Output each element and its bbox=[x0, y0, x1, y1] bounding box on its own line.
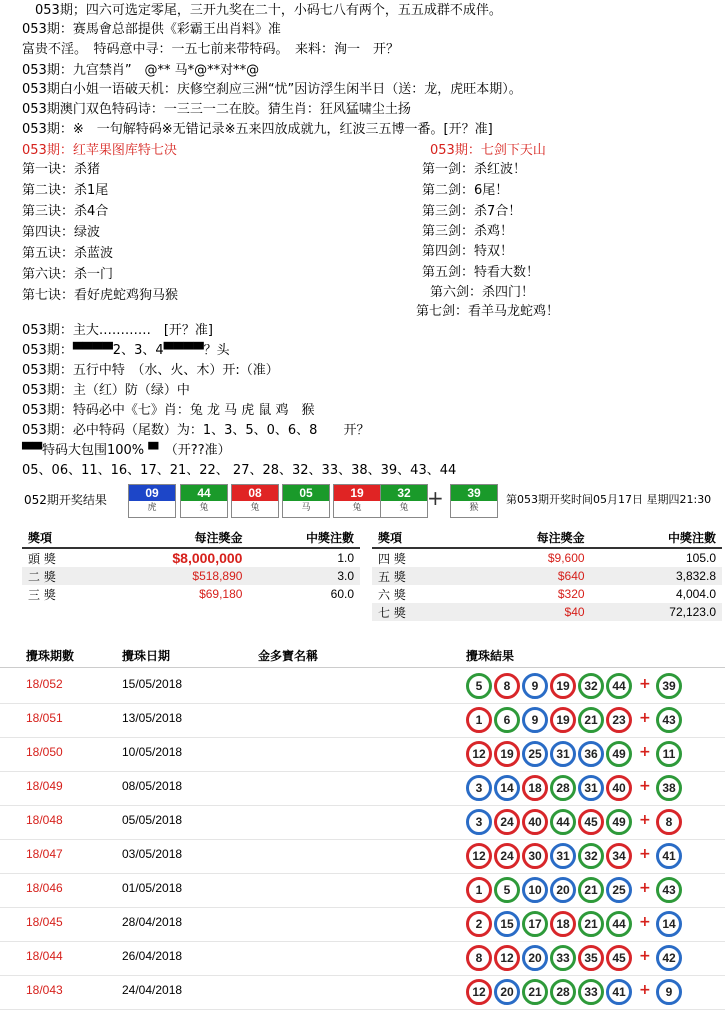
draw-date: 13/05/2018 bbox=[122, 711, 183, 725]
result-ball: 40 bbox=[606, 775, 632, 801]
text-line: 053期白小姐一语破天机：庆修空刹应三洲“忧”因访浮生闲半日（送：龙，虎旺本期）。 bbox=[22, 82, 522, 97]
col-period: 攪珠期數 bbox=[26, 649, 75, 663]
text-line: 053期：赛馬會总部提供《彩霸王出肖料》准 bbox=[22, 22, 281, 37]
result-ball: 8 bbox=[494, 673, 520, 699]
result-ball: 21 bbox=[578, 877, 604, 903]
special-ball: 42 bbox=[656, 945, 682, 971]
result-ball: 25 bbox=[606, 877, 632, 903]
prize-table-left bbox=[22, 528, 360, 603]
text-line: 053期；四六可选定零尾，三开九奖在二十，小码七八有两个，五五成群不成伴。 bbox=[22, 3, 502, 18]
prize-row bbox=[372, 603, 722, 621]
result-ball: 12 bbox=[494, 945, 520, 971]
prize-winners: 60.0 bbox=[330, 587, 354, 601]
ball-zodiac: 猴 bbox=[469, 503, 479, 513]
result-ball: 44 bbox=[550, 809, 576, 835]
ball-number: 19 bbox=[334, 485, 380, 501]
draw-period: 18/046 bbox=[26, 881, 63, 895]
draw-period: 18/043 bbox=[26, 983, 63, 997]
plus-sign: + bbox=[639, 846, 651, 862]
history-table-header bbox=[0, 645, 725, 668]
tip-item: 第四诀：绿波 bbox=[22, 225, 101, 240]
special-ball: 43 bbox=[656, 707, 682, 733]
tip-item: 第七诀：看好虎蛇鸡狗马猴 bbox=[22, 288, 179, 303]
result-ball: 49 bbox=[606, 809, 632, 835]
result-ball: 19 bbox=[550, 707, 576, 733]
result-ball: 6 bbox=[494, 707, 520, 733]
result-ball: 18 bbox=[550, 911, 576, 937]
ball-number: 44 bbox=[181, 485, 227, 501]
text-line: 05、06、11、16、17、21、22、 27、28、32、33、38、39、43、44 bbox=[22, 463, 457, 478]
table-row bbox=[0, 907, 725, 942]
table-row bbox=[0, 839, 725, 874]
result-ball: 24 bbox=[494, 843, 520, 869]
plus-sign: + bbox=[639, 676, 651, 692]
prize-amount: $8,000,000 bbox=[172, 550, 243, 566]
col-result: 攪珠結果 bbox=[466, 649, 515, 663]
result-ball: 24 bbox=[494, 809, 520, 835]
result-ball: 28 bbox=[550, 775, 576, 801]
special-ball: 8 bbox=[656, 809, 682, 835]
result-ball: 21 bbox=[522, 979, 548, 1005]
text-line: 053期：必中特码（尾数）为：1、3、5、0、6、8 开？ bbox=[22, 423, 370, 438]
prize-amount: $40 bbox=[459, 603, 590, 621]
plus-sign: + bbox=[427, 486, 444, 510]
result-ball: 10 bbox=[522, 877, 548, 903]
special-ball: 14 bbox=[656, 911, 682, 937]
result-ball: 20 bbox=[494, 979, 520, 1005]
result-ball: 9 bbox=[522, 673, 548, 699]
draw-date: 28/04/2018 bbox=[122, 915, 183, 929]
table-row bbox=[0, 771, 725, 806]
result-ball: 1 bbox=[466, 877, 492, 903]
prize-name: 頭 獎 bbox=[28, 551, 56, 566]
draw-result-label: 052期开奖结果 bbox=[24, 493, 107, 507]
result-ball: 45 bbox=[578, 809, 604, 835]
sword-item: 第二剑：6尾！ bbox=[422, 183, 509, 198]
result-ball: 5 bbox=[494, 877, 520, 903]
result-ball: 19 bbox=[550, 673, 576, 699]
prize-winners: 105.0 bbox=[685, 551, 716, 565]
sword-item: 第一剑：杀红波！ bbox=[422, 162, 527, 177]
result-ball: 5 bbox=[466, 673, 492, 699]
sword-item: 第六剑：杀四门！ bbox=[430, 285, 535, 300]
table-row bbox=[0, 669, 725, 704]
prize-name: 七 獎 bbox=[372, 603, 459, 621]
prize-winners: 72,123.0 bbox=[591, 603, 722, 621]
result-ball: 41 bbox=[606, 979, 632, 1005]
result-ball: 32 bbox=[578, 673, 604, 699]
sword-item: 第三剑：杀鸡！ bbox=[422, 224, 514, 239]
draw-ball bbox=[231, 484, 279, 518]
draw-date: 15/05/2018 bbox=[122, 677, 183, 691]
prize-row bbox=[372, 585, 722, 603]
col-date: 攪珠日期 bbox=[122, 649, 171, 663]
table-row bbox=[0, 975, 725, 1010]
text-line: 053期：九宫禁肖” @** 马*@**对**@ bbox=[22, 63, 260, 78]
result-ball: 35 bbox=[578, 945, 604, 971]
prize-row bbox=[22, 567, 360, 585]
col-prize: 獎項 bbox=[22, 528, 96, 548]
table-row bbox=[0, 941, 725, 976]
result-ball: 21 bbox=[578, 911, 604, 937]
result-ball: 32 bbox=[578, 843, 604, 869]
draw-period: 18/049 bbox=[26, 779, 63, 793]
prize-name: 五 獎 bbox=[372, 567, 459, 585]
text-line: 053期：五行中特 （水、火、木）开:（准） bbox=[22, 363, 279, 378]
special-ball: 38 bbox=[656, 775, 682, 801]
plus-sign: + bbox=[639, 914, 651, 930]
result-ball: 25 bbox=[522, 741, 548, 767]
draw-date: 01/05/2018 bbox=[122, 881, 183, 895]
result-ball: 3 bbox=[466, 775, 492, 801]
plus-sign: + bbox=[639, 812, 651, 828]
result-ball: 30 bbox=[522, 843, 548, 869]
draw-period: 18/051 bbox=[26, 711, 63, 725]
draw-ball bbox=[380, 484, 428, 518]
col-amount: 每注獎金 bbox=[96, 528, 248, 548]
table-row bbox=[0, 703, 725, 738]
plus-sign: + bbox=[639, 744, 651, 760]
draw-period: 18/050 bbox=[26, 745, 63, 759]
table-row bbox=[0, 873, 725, 908]
result-ball: 18 bbox=[522, 775, 548, 801]
draw-date: 08/05/2018 bbox=[122, 779, 183, 793]
plus-sign: + bbox=[639, 948, 651, 964]
result-ball: 31 bbox=[578, 775, 604, 801]
special-ball: 43 bbox=[656, 877, 682, 903]
result-ball: 12 bbox=[466, 979, 492, 1005]
ball-zodiac: 马 bbox=[301, 503, 311, 513]
tip-item: 第五诀：杀蓝波 bbox=[22, 246, 114, 261]
special-draw-ball bbox=[450, 484, 498, 518]
result-ball: 33 bbox=[578, 979, 604, 1005]
result-ball: 44 bbox=[606, 673, 632, 699]
draw-ball bbox=[128, 484, 176, 518]
draw-period: 18/045 bbox=[26, 915, 63, 929]
text-line: 053期：※ 一句解特码※无错记录※五来四放成就九，红波三五博一番。[开？准] bbox=[22, 122, 493, 137]
col-amount: 每注獎金 bbox=[459, 528, 590, 548]
prize-amount: $518,890 bbox=[96, 567, 248, 585]
ball-zodiac: 兔 bbox=[199, 503, 209, 513]
plus-sign: + bbox=[639, 710, 651, 726]
col-prize: 獎項 bbox=[372, 528, 459, 548]
text-line: 053期澳门双色特码诗：一三三一二在胶。猜生肖：狂风猛啸尘土扬 bbox=[22, 102, 411, 117]
result-ball: 3 bbox=[466, 809, 492, 835]
draw-ball bbox=[282, 484, 330, 518]
prize-amount: $640 bbox=[459, 567, 590, 585]
sword-item: 第三剑：杀7合！ bbox=[422, 204, 522, 219]
table-row bbox=[0, 737, 725, 772]
draw-period: 18/052 bbox=[26, 677, 63, 691]
text-line: ▀▀特码大包围100% ▀ （开??准） bbox=[22, 443, 231, 458]
result-ball: 33 bbox=[550, 945, 576, 971]
prize-table-right bbox=[372, 528, 722, 621]
ball-number: 09 bbox=[129, 485, 175, 501]
text-line: 053期：▀▀▀▀2、3、4▀▀▀▀？头 bbox=[22, 343, 230, 358]
prize-amount: $69,180 bbox=[199, 587, 243, 601]
col-winners: 中獎注數 bbox=[248, 528, 360, 548]
right-column-title: 053期：七剑下天山 bbox=[430, 143, 546, 158]
result-ball: 20 bbox=[522, 945, 548, 971]
prize-row bbox=[22, 585, 360, 603]
result-ball: 40 bbox=[522, 809, 548, 835]
special-ball: 11 bbox=[656, 741, 682, 767]
draw-ball bbox=[180, 484, 228, 518]
plus-sign: + bbox=[639, 982, 651, 998]
plus-sign: + bbox=[639, 880, 651, 896]
text-line: 053期：特码必中《七》肖：兔 龙 马 虎 鼠 鸡 猴 bbox=[22, 403, 315, 418]
text-line: 富贵不淫。 特码意中寻：一五七前来带特码。 来料：洵一 开？ bbox=[22, 42, 400, 57]
prize-name: 四 獎 bbox=[378, 551, 406, 566]
result-ball: 23 bbox=[606, 707, 632, 733]
draw-period: 18/048 bbox=[26, 813, 63, 827]
result-ball: 19 bbox=[494, 741, 520, 767]
special-ball: 41 bbox=[656, 843, 682, 869]
draw-period: 18/044 bbox=[26, 949, 63, 963]
result-ball: 36 bbox=[578, 741, 604, 767]
prize-row bbox=[372, 567, 722, 585]
sword-item: 第五剑：特看大数！ bbox=[422, 265, 540, 280]
left-column-title: 053期：红苹果图库特七决 bbox=[22, 143, 177, 158]
tip-item: 第六诀：杀一门 bbox=[22, 267, 114, 282]
result-ball: 49 bbox=[606, 741, 632, 767]
draw-date: 03/05/2018 bbox=[122, 847, 183, 861]
result-ball: 12 bbox=[466, 843, 492, 869]
col-winners: 中獎注數 bbox=[591, 528, 722, 548]
result-ball: 21 bbox=[578, 707, 604, 733]
result-ball: 1 bbox=[466, 707, 492, 733]
sword-item: 第四剑：特双！ bbox=[422, 244, 514, 259]
ball-number: 05 bbox=[283, 485, 329, 501]
draw-period: 18/047 bbox=[26, 847, 63, 861]
ball-number: 32 bbox=[381, 485, 427, 501]
prize-name: 二 獎 bbox=[22, 567, 96, 585]
table-row bbox=[0, 805, 725, 840]
ball-number: 39 bbox=[451, 485, 497, 501]
prize-amount: $320 bbox=[557, 587, 585, 601]
prize-row bbox=[22, 548, 360, 567]
draw-date: 24/04/2018 bbox=[122, 983, 183, 997]
ball-number: 08 bbox=[232, 485, 278, 501]
prize-winners: 1.0 bbox=[337, 551, 354, 565]
result-ball: 20 bbox=[550, 877, 576, 903]
draw-date: 10/05/2018 bbox=[122, 745, 183, 759]
prize-name: 三 獎 bbox=[28, 587, 56, 602]
prize-name: 六 獎 bbox=[378, 587, 406, 602]
result-ball: 28 bbox=[550, 979, 576, 1005]
text-line: 053期：主大………… [开？准] bbox=[22, 323, 213, 338]
ball-zodiac: 兔 bbox=[352, 503, 362, 513]
col-jackpot-name: 金多寶名稱 bbox=[258, 649, 319, 663]
prize-winners: 3.0 bbox=[248, 567, 360, 585]
result-ball: 2 bbox=[466, 911, 492, 937]
next-draw-time: 第053期开奖时间05月17日 星期四21:30 bbox=[506, 493, 712, 506]
ball-zodiac: 虎 bbox=[147, 503, 157, 513]
result-ball: 31 bbox=[550, 843, 576, 869]
prize-row bbox=[372, 548, 722, 567]
plus-sign: + bbox=[639, 778, 651, 794]
result-ball: 44 bbox=[606, 911, 632, 937]
result-ball: 31 bbox=[550, 741, 576, 767]
tip-item: 第三诀：杀4合 bbox=[22, 204, 109, 219]
draw-date: 05/05/2018 bbox=[122, 813, 183, 827]
draw-ball bbox=[333, 484, 381, 518]
ball-zodiac: 兔 bbox=[399, 503, 409, 513]
result-ball: 34 bbox=[606, 843, 632, 869]
draw-date: 26/04/2018 bbox=[122, 949, 183, 963]
ball-zodiac: 兔 bbox=[250, 503, 260, 513]
result-ball: 15 bbox=[494, 911, 520, 937]
special-ball: 9 bbox=[656, 979, 682, 1005]
result-ball: 14 bbox=[494, 775, 520, 801]
prize-winners: 3,832.8 bbox=[591, 567, 722, 585]
tip-item: 第二诀：杀1尾 bbox=[22, 183, 109, 198]
prize-amount: $9,600 bbox=[547, 551, 585, 565]
result-ball: 9 bbox=[522, 707, 548, 733]
tip-item: 第一诀：杀猪 bbox=[22, 162, 101, 177]
result-ball: 45 bbox=[606, 945, 632, 971]
prize-winners: 4,004.0 bbox=[675, 587, 716, 601]
text-line: 053期：主（红）防（绿）中 bbox=[22, 383, 190, 398]
sword-item: 第七剑：看羊马龙蛇鸡！ bbox=[416, 304, 560, 319]
result-ball: 12 bbox=[466, 741, 492, 767]
result-ball: 8 bbox=[466, 945, 492, 971]
result-ball: 17 bbox=[522, 911, 548, 937]
special-ball: 39 bbox=[656, 673, 682, 699]
